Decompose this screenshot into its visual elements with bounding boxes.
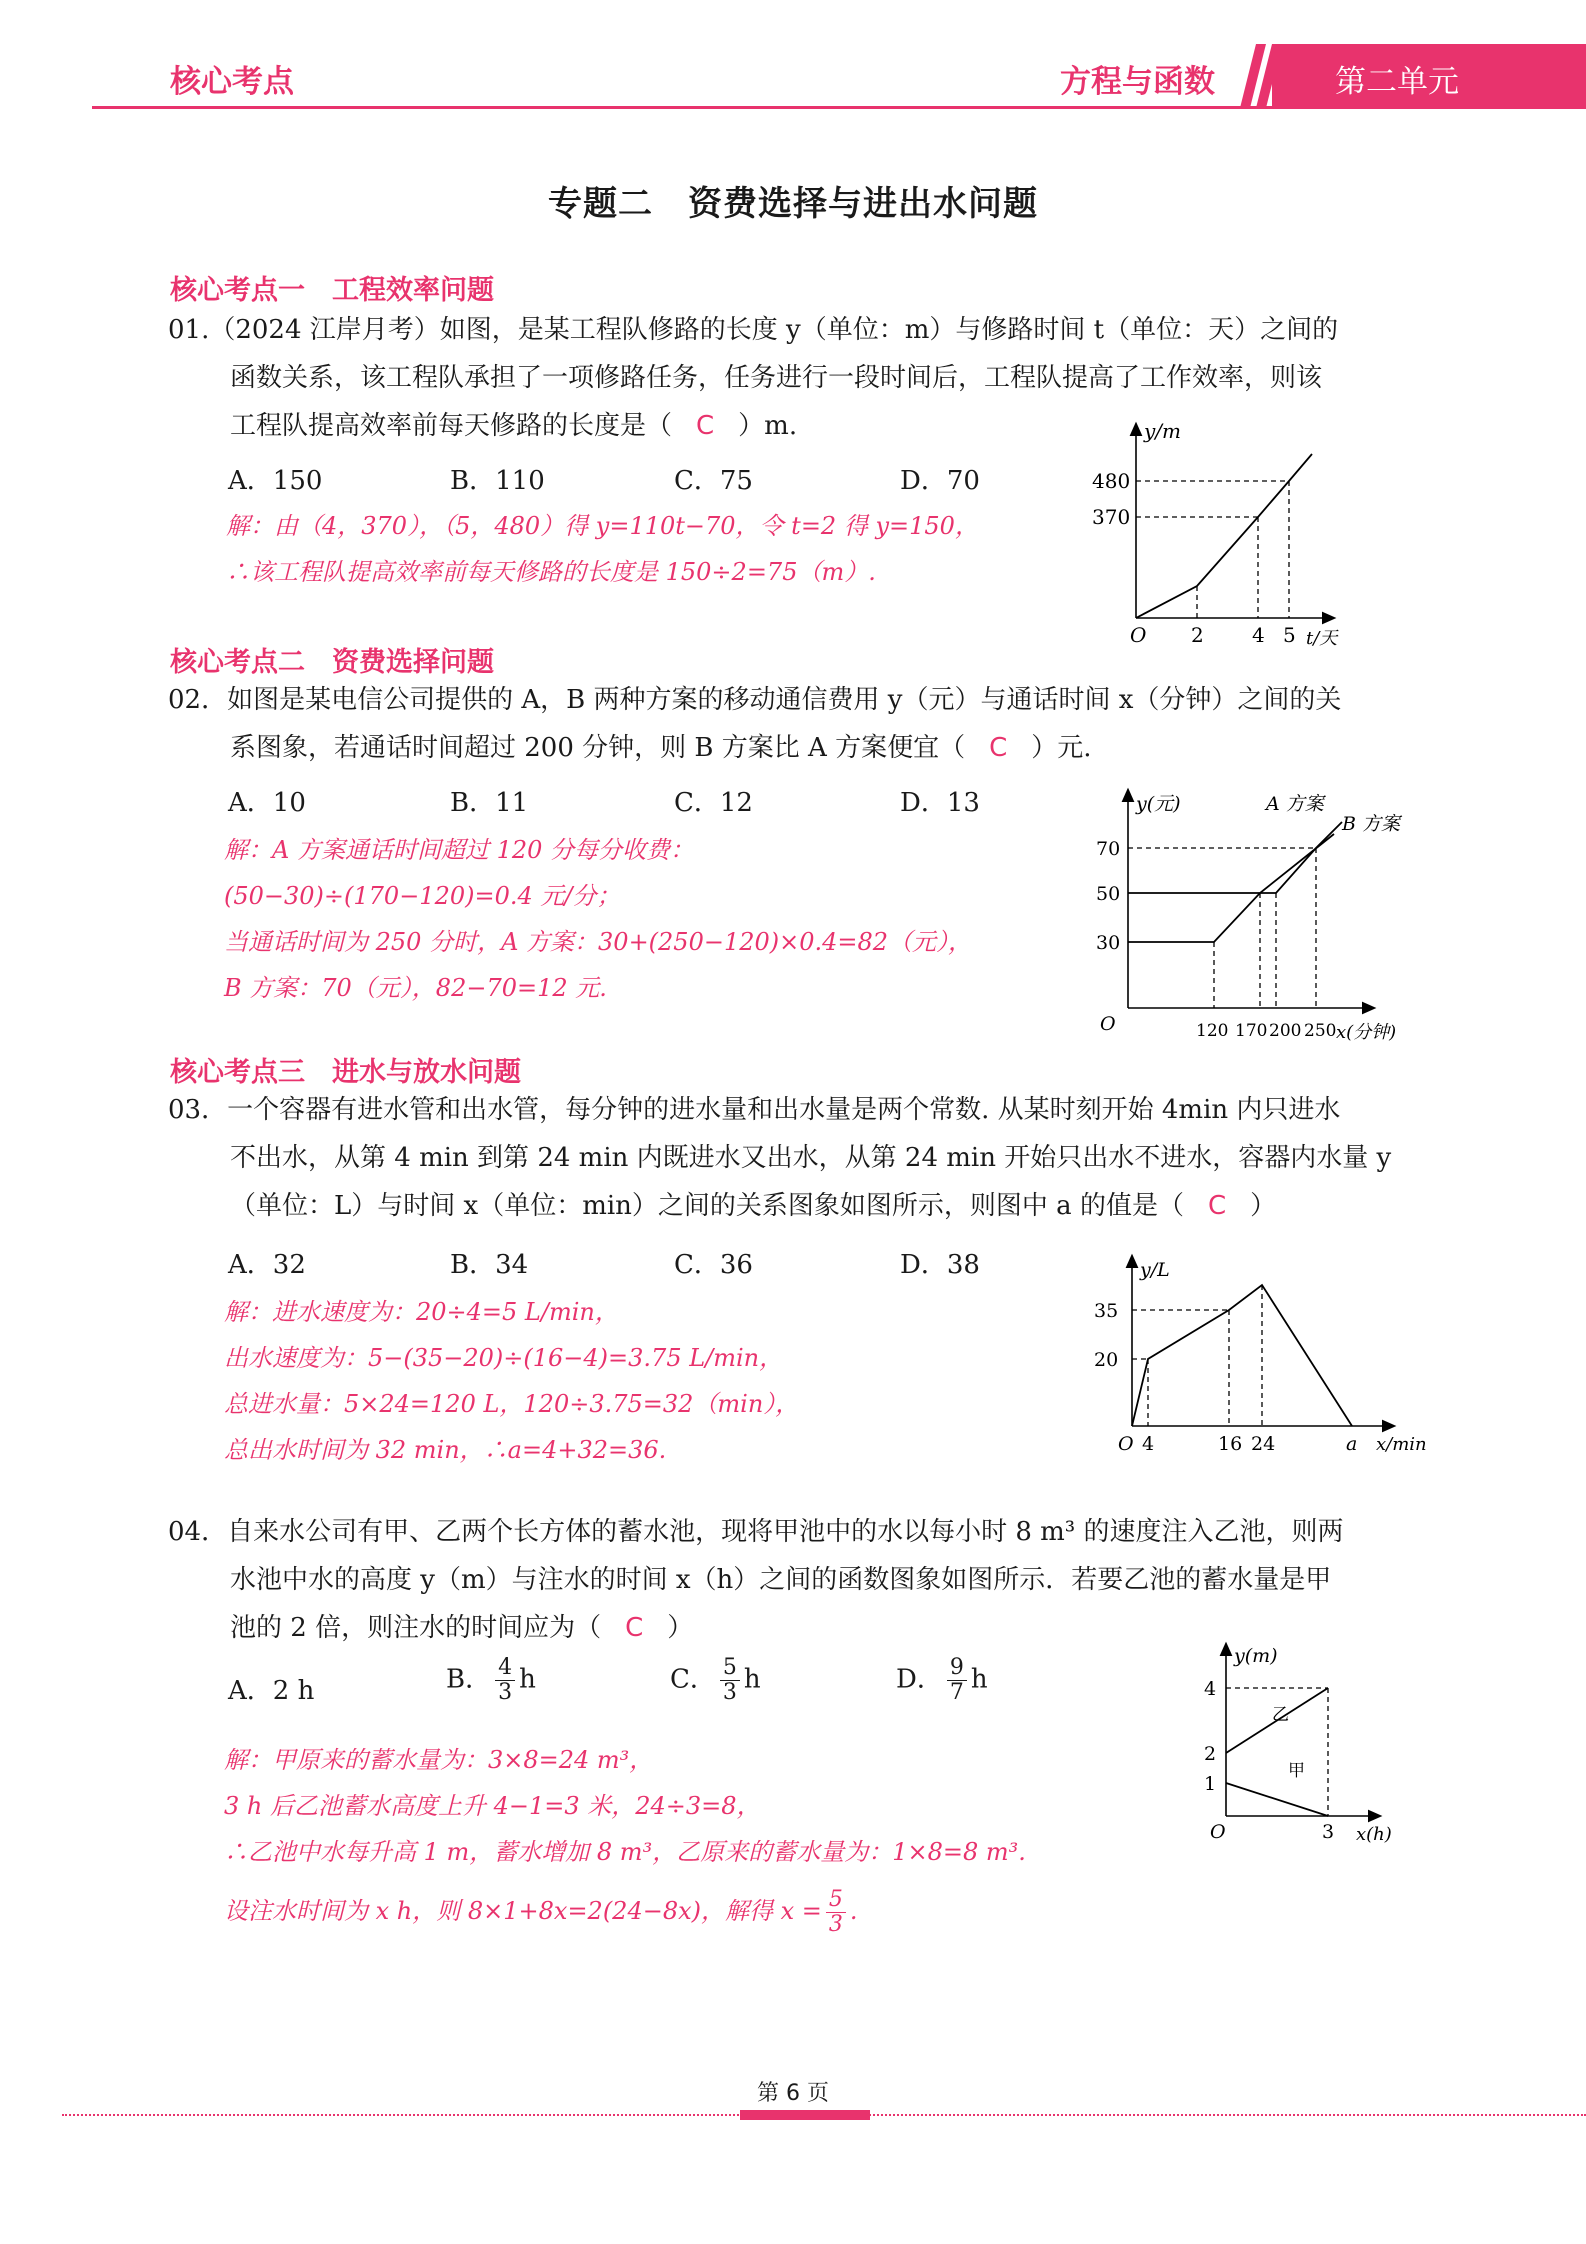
q3-line-1: 03．一个容器有进水管和出水管，每分钟的进水量和出水量是两个常数. 从某时刻开始 4min 内只进水 xyxy=(168,1095,1341,1125)
q2-stem-end: 系图象，若通话时间超过 200 分钟，则 B 方案比 A 方案便宜（ xyxy=(230,733,966,763)
q4-graph xyxy=(1180,1640,1420,1850)
q4-option-a: A．2 h xyxy=(228,1676,315,1706)
q4-y-tick-1: 1 xyxy=(1204,1773,1217,1795)
q3-line-2: 不出水，从第 4 min 到第 24 min 内既进水又出水，从第 24 min 开始只出水不进水，容器内水量 y xyxy=(230,1143,1392,1173)
q2-solution-2: (50−30)÷(170−120)=0.4 元/分； xyxy=(224,882,621,910)
q2-option-b: B．11 xyxy=(450,788,529,818)
q4-solution-4: 设注水时间为 x h，则 8×1+8x=2(24−8x)，解得 x = $\frac{5}{3}$ . xyxy=(224,1887,858,1937)
q1-line-1: 01.（2024 江岸月考）如图，是某工程队修路的长度 y（单位：m）与修路时间 t（单位：天）之间的 xyxy=(168,315,1339,345)
q4-line-1: 04．自来水公司有甲、乙两个长方体的蓄水池，现将甲池中的水以每小时 8 m³ 的速度注入乙池，则两 xyxy=(168,1517,1344,1547)
q4-stem-close: ） xyxy=(667,1613,694,1643)
q4-line-2: 水池中水的高度 y（m）与注水的时间 x（h）之间的函数图象如图所示．若要乙池的蓄水量是甲 xyxy=(230,1565,1332,1595)
q2-y-tick-70: 70 xyxy=(1096,838,1121,860)
q4-x-tick-3: 3 xyxy=(1322,1821,1335,1843)
q4-solution-1: 解：甲原来的蓄水量为：3×8=24 m³， xyxy=(224,1746,654,1774)
q4-line-yi-label: 乙 xyxy=(1272,1705,1289,1725)
q2-answer: C xyxy=(989,733,1008,763)
q4-solution-3: ∴乙池中水每升高 1 m，蓄水增加 8 m³，乙原来的蓄水量为：1×8=8 m³. xyxy=(224,1838,1026,1866)
q2-x-label: x(分钟) xyxy=(1336,1022,1397,1043)
q2-option-c: C．12 xyxy=(674,788,753,818)
q2-solution-3: 当通话时间为 250 分时，A 方案：30+(250−120)×0.4=82（元）， xyxy=(224,928,973,956)
q3-solution-3: 总进水量：5×24=120 L，120÷3.75=32（min）， xyxy=(224,1390,800,1418)
q1-x-tick-4: 4 xyxy=(1252,623,1265,647)
section-heading-1: 核心考点一 工程效率问题 xyxy=(170,275,494,306)
q1-answer: C xyxy=(696,411,715,441)
q1-y-tick-370: 370 xyxy=(1092,505,1131,529)
q2-x-tick-200: 200 xyxy=(1269,1021,1302,1041)
q2-y-label: y(元) xyxy=(1136,793,1181,815)
q4-option-d-fraction: $\frac{9}{7}$ xyxy=(947,1656,967,1705)
q3-answer: C xyxy=(1207,1191,1227,1221)
q4-solution-2: 3 h 后乙池蓄水高度上升 4−1=3 米，24÷3=8， xyxy=(224,1792,761,1820)
q3-stem-end: （单位：L）与时间 x（单位：min）之间的关系图象如图所示，则图中 a 的值是（ xyxy=(230,1191,1184,1221)
page-number: 第 6 页 xyxy=(757,2081,829,2106)
q3-origin: O xyxy=(1118,1433,1134,1455)
q3-x-label: x/min xyxy=(1376,1434,1427,1455)
q3-stem-close: ） xyxy=(1250,1191,1277,1221)
q4-origin: O xyxy=(1210,1821,1226,1843)
q2-graph xyxy=(1080,780,1440,1050)
q2-solution-1: 解：A 方案通话时间超过 120 分每分收费： xyxy=(224,836,695,864)
q3-y-tick-20: 20 xyxy=(1094,1349,1119,1371)
q4-solution-fraction: $\frac{5}{3}$ xyxy=(826,1888,846,1937)
q3-x-tick-a: a xyxy=(1346,1433,1358,1455)
q2-x-tick-170: 170 xyxy=(1235,1021,1268,1041)
q1-option-a: A．150 xyxy=(228,466,323,496)
q2-line-a-label: A 方案 xyxy=(1266,793,1324,815)
q1-y-tick-480: 480 xyxy=(1092,469,1131,493)
q4-option-c: C． $\frac{5}{3}$ h xyxy=(670,1655,761,1705)
q4-option-d: D． $\frac{9}{7}$ h xyxy=(896,1655,988,1705)
q2-line-1: 02．如图是某电信公司提供的 A，B 两种方案的移动通信费用 y（元）与通话时间 x（分钟）之间的关 xyxy=(168,685,1342,715)
q1-solution-1: 解：由（4，370），（5，480）得 y=110t−70，令 t=2 得 y=150， xyxy=(226,512,979,540)
q1-stem-end: 工程队提高效率前每天修路的长度是（ xyxy=(230,411,673,441)
q1-x-label: t/天 xyxy=(1306,628,1338,649)
q1-option-d: D．70 xyxy=(900,466,980,496)
q3-option-d: D．38 xyxy=(900,1250,980,1280)
q2-x-tick-120: 120 xyxy=(1196,1021,1229,1041)
q3-solution-1: 解：进水速度为：20÷4=5 L/min， xyxy=(224,1298,619,1326)
q1-stem-unit: ）m. xyxy=(738,411,798,441)
q3-option-b: B．34 xyxy=(450,1250,529,1280)
q1-line-2: 函数关系，该工程队承担了一项修路任务，任务进行一段时间后，工程队提高了工作效率，则该 xyxy=(230,363,1323,393)
q1-option-c: C．75 xyxy=(674,466,753,496)
q2-stem-unit: ）元. xyxy=(1031,733,1092,763)
section-heading-3: 核心考点三 进水与放水问题 xyxy=(170,1057,521,1088)
q2-y-tick-30: 30 xyxy=(1096,932,1121,954)
q3-solution-2: 出水速度为：5−(35−20)÷(16−4)=3.75 L/min， xyxy=(224,1344,784,1372)
q2-x-tick-250: 250 xyxy=(1304,1021,1337,1041)
q4-line-3 xyxy=(230,1604,693,1652)
q2-line-2 xyxy=(230,724,1092,772)
section-heading-2: 核心考点二 资费选择问题 xyxy=(170,647,494,678)
q3-x-tick-4: 4 xyxy=(1142,1433,1155,1455)
q1-option-b: B．110 xyxy=(450,466,545,496)
footer-bar xyxy=(740,2110,870,2120)
q3-solution-4: 总出水时间为 32 min，∴a=4+32=36. xyxy=(224,1436,667,1464)
q3-graph xyxy=(1080,1250,1440,1470)
q1-x-tick-5: 5 xyxy=(1283,623,1296,647)
q2-y-tick-50: 50 xyxy=(1096,883,1121,905)
q3-line-3 xyxy=(230,1182,1276,1230)
q4-x-label: x(h) xyxy=(1356,1824,1392,1845)
header-unit: 第二单元 xyxy=(1335,64,1459,100)
q4-option-b: B． $\frac{4}{3}$ h xyxy=(446,1655,536,1705)
q3-option-a: A．32 xyxy=(228,1250,306,1280)
q2-origin: O xyxy=(1100,1013,1116,1035)
page-title: 专题二 资费选择与进出水问题 xyxy=(548,184,1038,224)
q3-y-tick-35: 35 xyxy=(1094,1300,1119,1322)
q1-origin: O xyxy=(1130,623,1147,647)
q4-stem-end: 池的 2 倍，则注水的时间应为（ xyxy=(230,1613,602,1643)
q4-option-c-fraction: $\frac{5}{3}$ xyxy=(720,1656,740,1705)
q3-x-tick-16: 16 xyxy=(1218,1433,1243,1455)
q3-option-c: C．36 xyxy=(674,1250,753,1280)
q4-answer: C xyxy=(625,1613,644,1643)
header-topic: 方程与函数 xyxy=(1060,64,1215,100)
q1-graph xyxy=(1080,420,1360,650)
q1-solution-2: ∴该工程队提高效率前每天修路的长度是 150÷2=75（m）. xyxy=(226,558,876,586)
q4-y-tick-4: 4 xyxy=(1204,1678,1217,1700)
q1-line-3 xyxy=(230,402,797,450)
q4-option-b-fraction: $\frac{4}{3}$ xyxy=(495,1656,515,1705)
q1-y-label: y/m xyxy=(1144,420,1182,443)
q3-x-tick-24: 24 xyxy=(1251,1433,1276,1455)
header-left: 核心考点 xyxy=(170,64,294,100)
q2-option-d: D．13 xyxy=(900,788,980,818)
q4-y-label: y(m) xyxy=(1234,1645,1278,1667)
q2-option-a: A．10 xyxy=(228,788,306,818)
q3-y-label: y/L xyxy=(1140,1259,1170,1281)
q2-line-b-label: B 方案 xyxy=(1342,813,1401,835)
header-rule xyxy=(92,106,1586,109)
q2-solution-4: B 方案：70（元），82−70=12 元. xyxy=(224,974,607,1002)
q1-x-tick-2: 2 xyxy=(1191,623,1204,647)
q4-y-tick-2: 2 xyxy=(1204,1743,1217,1765)
q4-line-jia-label: 甲 xyxy=(1288,1761,1305,1781)
